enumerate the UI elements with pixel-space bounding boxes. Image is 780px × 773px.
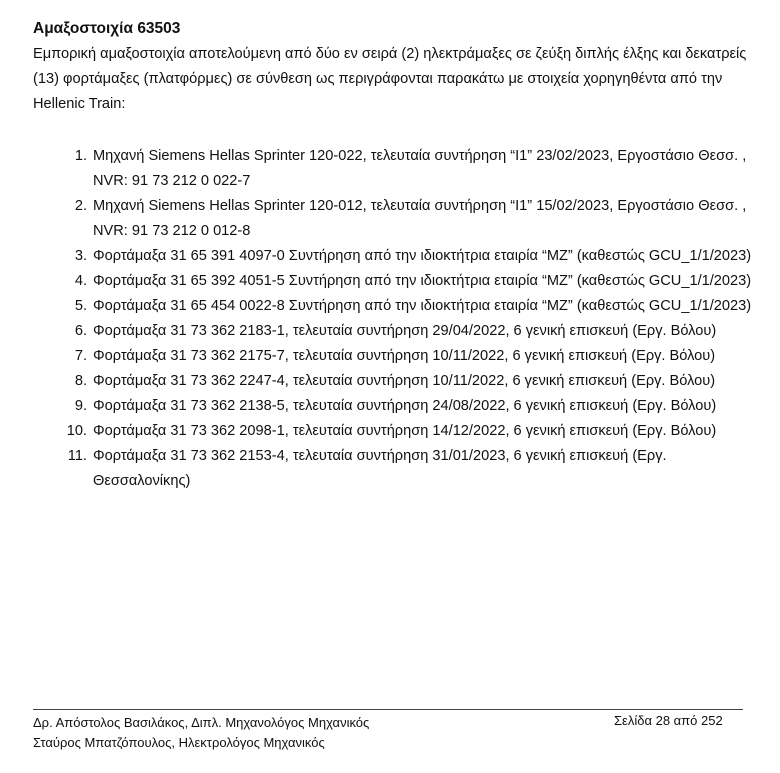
footer-author-1: Δρ. Απόστολος Βασιλάκος, Διπλ. Μηχανολόγος Μηχανικός [33,715,370,730]
list-item-number: 8. [74,373,87,389]
list-item-number: 5. [74,298,87,314]
list-item-text: Φορτάμαξα 31 65 454 0022-8 Συντήρηση από την ιδιοκτήτρια εταιρία “MZ” (καθεστώς GCU_1/1/2023) [93,298,752,314]
list-item-text: Φορτάμαξα 31 73 362 2138-5, τελευταία συντήρηση 24/08/2022, 6 γενική επισκευή (Εργ. Βόλου) [93,398,717,414]
list-item-text: Φορτάμαξα 31 65 392 4051-5 Συντήρηση από την ιδιοκτήτρια εταιρία “MZ” (καθεστώς GCU_1/1/2023) [93,273,752,289]
list-item [33,269,755,294]
list-item [33,369,755,394]
list-item-number: 4. [74,273,87,289]
footer-author-2: Σταύρος Μπατζόπουλος, Ηλεκτρολόγος Μηχανικός [33,735,325,750]
page-number: Σελίδα 28 από 252 [614,713,723,728]
list-item-text: Φορτάμαξα 31 73 362 2247-4, τελευταία συντήρηση 10/11/2022, 6 γενική επισκευή (Εργ. Βόλου) [93,373,716,389]
list-item-number: 1. [74,148,87,164]
list-item [33,244,755,269]
list-item-number: 3. [74,248,87,264]
list-item-number: 6. [74,323,87,339]
footer-authors [33,713,369,753]
list-item [33,194,755,244]
list-item [33,394,755,419]
intro-paragraph: Εμπορική αμαξοστοιχία αποτελούμενη από δύο εν σειρά (2) ηλεκτράμαξες σε ζεύξη διπλής έλξης και δεκατρείς (13) φορτάμαξες (πλατφόρμες) σε σύνθεση ως περιγράφονται παρακάτω με στοιχεία χορηγηθέντα από την Hellenic Train: [33,46,747,112]
list-item-text: Φορτάμαξα 31 73 362 2183-1, τελευταία συντήρηση 29/04/2022, 6 γενική επισκευή (Εργ. Βόλου) [93,323,717,339]
list-item [33,444,755,494]
list-item-text: Φορτάμαξα 31 73 362 2153-4, τελευταία συντήρηση 31/01/2023, 6 γενική επισκευή (Εργ. Θεσσαλονίκης) [93,448,667,489]
list-item-number: 10. [66,423,87,439]
list-item-text: Φορτάμαξα 31 65 391 4097-0 Συντήρηση από την ιδιοκτήτρια εταιρία “MZ” (καθεστώς GCU_1/1/2023) [93,248,752,264]
list-item [33,144,755,194]
list-item [33,294,755,319]
list-item [33,419,755,444]
footer-divider [33,709,743,710]
list-item-number: 7. [74,348,87,364]
list-item-text: Μηχανή Siemens Hellas Sprinter 120-012, τελευταία συντήρηση “I1” 15/02/2023, Εργοστάσιο Θεσσ. , NVR: 91 73 212 0 012-8 [93,198,747,239]
list-item [33,344,755,369]
list-item-number: 11. [67,448,87,464]
consist-list [33,144,755,494]
list-item-number: 9. [74,398,87,414]
list-item-number: 2. [74,198,87,214]
list-item-text: Μηχανή Siemens Hellas Sprinter 120-022, τελευταία συντήρηση “I1” 23/02/2023, Εργοστάσιο Θεσσ. , NVR: 91 73 212 0 022-7 [93,148,747,189]
list-item-text: Φορτάμαξα 31 73 362 2175-7, τελευταία συντήρηση 10/11/2022, 6 γενική επισκευή (Εργ. Βόλου) [93,348,716,364]
section-heading: Αμαξοστοιχία 63503 [33,20,181,37]
list-item-text: Φορτάμαξα 31 73 362 2098-1, τελευταία συντήρηση 14/12/2022, 6 γενική επισκευή (Εργ. Βόλου) [93,423,717,439]
list-item [33,319,755,344]
